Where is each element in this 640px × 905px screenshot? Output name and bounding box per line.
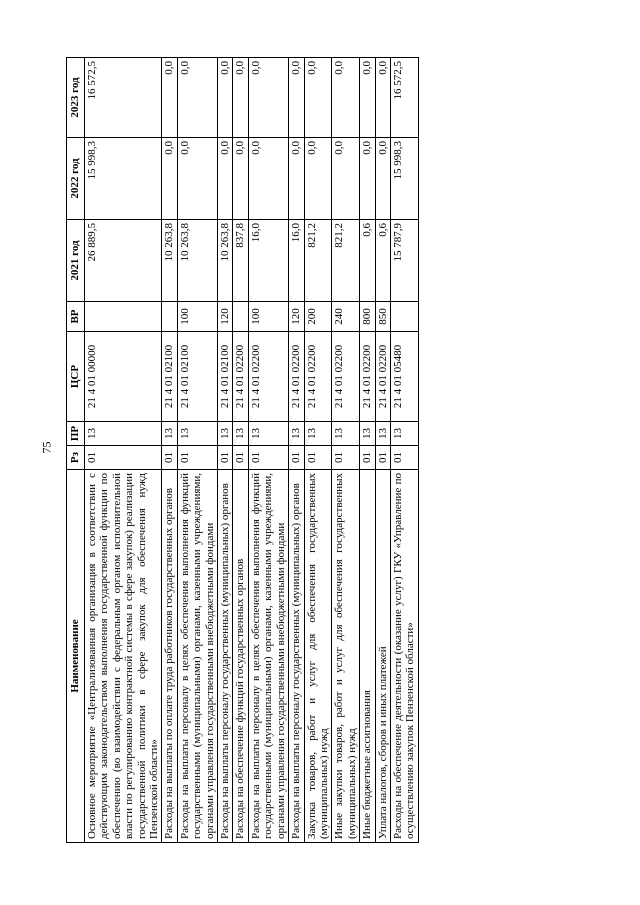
row-rz: 01: [233, 446, 248, 470]
row-pr: 13: [332, 422, 360, 446]
row-pr: 13: [218, 422, 233, 446]
table-row: [233, 58, 248, 843]
table-row: [248, 58, 288, 843]
page-number: 75: [39, 441, 54, 454]
row-rz: 01: [332, 446, 360, 470]
row-csr: 21 4 01 05480: [390, 332, 418, 422]
table-row: [177, 58, 217, 843]
header-2021: 2021 год: [67, 220, 85, 302]
row-2023: 0,0: [162, 58, 177, 138]
row-vr: [390, 302, 418, 332]
row-2021: 10 263,8: [177, 220, 217, 302]
row-vr: 800: [360, 302, 375, 332]
row-rz: 01: [375, 446, 390, 470]
table-row: [85, 58, 162, 843]
table-row: [218, 58, 233, 843]
row-2022: 0,0: [289, 138, 304, 220]
row-name: Основное мероприятие «Централизованная организация в соответствии с действующим законодательством выполнения государственной функции по обеспечению (во взаимодействии с федеральным органом исполнительной власти по регулированию контрактной системы в сфере закупок) реализации государственной политики в сфере закупок для обеспечения нужд Пензенской области»: [85, 470, 162, 843]
row-2023: 0,0: [218, 58, 233, 138]
row-name: Иные закупки товаров, работ и услуг для обеспечения государственных (муниципальных) нужд: [332, 470, 360, 843]
row-2023: 0,0: [304, 58, 332, 138]
row-pr: 13: [85, 422, 162, 446]
budget-table: [66, 57, 419, 843]
row-2021: 821,2: [304, 220, 332, 302]
row-pr: 13: [360, 422, 375, 446]
row-2023: 0,0: [332, 58, 360, 138]
table-row: [375, 58, 390, 843]
row-2021: 15 787,9: [390, 220, 418, 302]
row-csr: 21 4 01 02200: [360, 332, 375, 422]
row-name: Расходы на выплаты по оплате труда работников государственных органов: [162, 470, 177, 843]
row-2023: 0,0: [233, 58, 248, 138]
row-vr: 240: [332, 302, 360, 332]
row-2022: 0,0: [162, 138, 177, 220]
row-2023: 0,0: [177, 58, 217, 138]
row-2022: 15 998,3: [390, 138, 418, 220]
row-name: Расходы на выплаты персоналу государственных (муниципальных) органов: [289, 470, 304, 843]
row-2021: 837,8: [233, 220, 248, 302]
table-row: [304, 58, 332, 843]
header-pr: ПР: [67, 422, 85, 446]
row-vr: [162, 302, 177, 332]
row-vr: 100: [177, 302, 217, 332]
row-csr: 21 4 01 02100: [218, 332, 233, 422]
row-2021: 0,6: [375, 220, 390, 302]
row-2023: 0,0: [289, 58, 304, 138]
row-name: Расходы на выплаты персоналу в целях обеспечения выполнения функций государственными (муниципальными) органами, казенными учреждениями, органами управления государственными внебюджетными фондами: [177, 470, 217, 843]
row-2021: 821,2: [332, 220, 360, 302]
row-rz: 01: [85, 446, 162, 470]
table-row: [332, 58, 360, 843]
row-2021: 16,0: [248, 220, 288, 302]
row-pr: 13: [177, 422, 217, 446]
row-2021: 26 889,5: [85, 220, 162, 302]
row-csr: 21 4 01 02200: [233, 332, 248, 422]
row-2023: 0,0: [248, 58, 288, 138]
row-csr: 21 4 01 02100: [162, 332, 177, 422]
row-name: Расходы на обеспечение функций государственных органов: [233, 470, 248, 843]
row-vr: 120: [289, 302, 304, 332]
row-2022: 0,0: [233, 138, 248, 220]
row-2021: 0,6: [360, 220, 375, 302]
row-vr: 200: [304, 302, 332, 332]
row-pr: 13: [375, 422, 390, 446]
row-name: Расходы на выплаты персоналу государственных (муниципальных) органов: [218, 470, 233, 843]
header-csr: ЦСР: [67, 332, 85, 422]
row-name: Расходы на выплаты персоналу в целях обеспечения выполнения функций государственными (муниципальными) органами, казенными учреждениями, органами управления государственными внебюджетными фондами: [248, 470, 288, 843]
row-2022: 15 998,3: [85, 138, 162, 220]
row-vr: 120: [218, 302, 233, 332]
row-rz: 01: [390, 446, 418, 470]
row-2023: 0,0: [360, 58, 375, 138]
row-2022: 0,0: [375, 138, 390, 220]
row-2022: 0,0: [177, 138, 217, 220]
row-rz: 01: [304, 446, 332, 470]
row-rz: 01: [248, 446, 288, 470]
row-rz: 01: [218, 446, 233, 470]
row-rz: 01: [162, 446, 177, 470]
table-row: [289, 58, 304, 843]
row-vr: 100: [248, 302, 288, 332]
header-2022: 2022 год: [67, 138, 85, 220]
row-rz: 01: [360, 446, 375, 470]
table-row: [390, 58, 418, 843]
row-2022: 0,0: [248, 138, 288, 220]
row-csr: 21 4 01 02200: [332, 332, 360, 422]
row-2023: 16 572,5: [390, 58, 418, 138]
row-pr: 13: [233, 422, 248, 446]
header-2023: 2023 год: [67, 58, 85, 138]
row-name: Иные бюджетные ассигнования: [360, 470, 375, 843]
row-pr: 13: [289, 422, 304, 446]
row-2022: 0,0: [304, 138, 332, 220]
row-vr: 850: [375, 302, 390, 332]
row-name: Закупка товаров, работ и услуг для обеспечения государственных (муниципальных) нужд: [304, 470, 332, 843]
row-pr: 13: [248, 422, 288, 446]
header-vr: ВР: [67, 302, 85, 332]
row-csr: 21 4 01 02200: [248, 332, 288, 422]
row-2023: 16 572,5: [85, 58, 162, 138]
header-name: Наименование: [67, 470, 85, 843]
header-rz: Рз: [67, 446, 85, 470]
row-csr: 21 4 01 02200: [304, 332, 332, 422]
row-csr: 21 4 01 02200: [289, 332, 304, 422]
row-2022: 0,0: [360, 138, 375, 220]
table-row: [360, 58, 375, 843]
table-row: [162, 58, 177, 843]
row-csr: 21 4 01 02100: [177, 332, 217, 422]
row-name: Уплата налогов, сборов и иных платежей: [375, 470, 390, 843]
table-header-row: [67, 58, 85, 843]
row-csr: 21 4 01 00000: [85, 332, 162, 422]
row-2021: 10 263,8: [162, 220, 177, 302]
row-pr: 13: [162, 422, 177, 446]
row-pr: 13: [304, 422, 332, 446]
row-vr: [233, 302, 248, 332]
row-name: Расходы на обеспечение деятельности (оказание услуг) ГКУ «Управление по осуществлению закупок Пензенской области»: [390, 470, 418, 843]
row-2022: 0,0: [218, 138, 233, 220]
row-2022: 0,0: [332, 138, 360, 220]
row-2023: 0,0: [375, 58, 390, 138]
row-vr: [85, 302, 162, 332]
row-rz: 01: [177, 446, 217, 470]
row-2021: 10 263,8: [218, 220, 233, 302]
row-pr: 13: [390, 422, 418, 446]
row-2021: 16,0: [289, 220, 304, 302]
row-rz: 01: [289, 446, 304, 470]
row-csr: 21 4 01 02200: [375, 332, 390, 422]
